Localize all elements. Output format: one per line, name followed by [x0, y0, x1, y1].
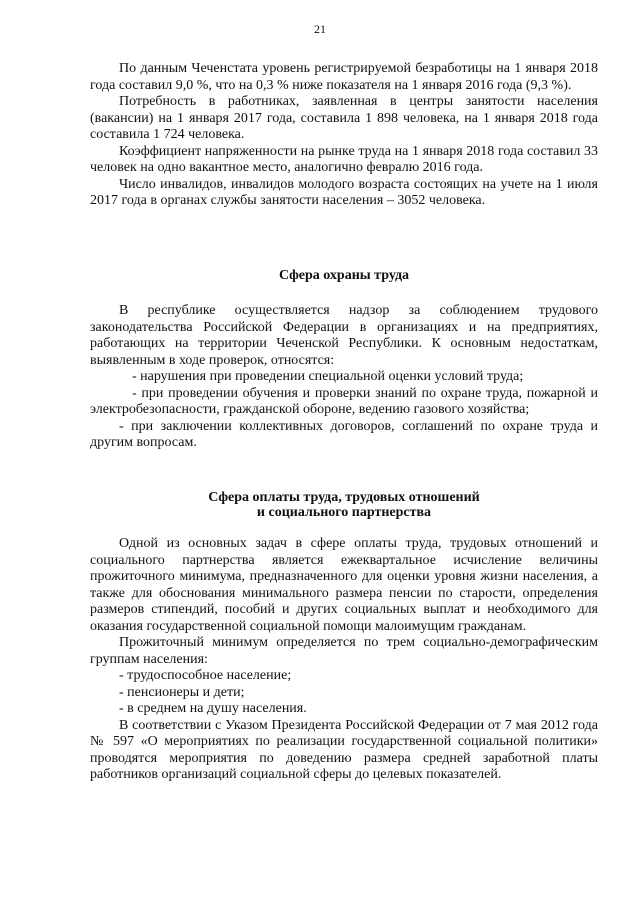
- paragraph-tension-coefficient: Коэффициент напряженности на рынке труда на 1 января 2018 года составил 33 человек на одно вакантное место, аналогично февралю 2016 года.: [90, 143, 598, 175]
- list-item: - при проведении обучения и проверки знаний по охране труда, пожарной и электробезопасности, гражданской обороне, ведению газового хозяйства;: [90, 385, 598, 417]
- page-number: 21: [314, 22, 326, 36]
- paragraph-presidential-decree: В соответствии с Указом Президента Российской Федерации от 7 мая 2012 года № 597 «О мероприятиях по реализации государственной социальной политики» проводятся мероприятия по доведению размера средней заработной платы работников организаций социальной сферы до целевых показателей.: [90, 717, 598, 782]
- paragraph-demographic-groups: Прожиточный минимум определяется по трем социально-демографическим группам населения:: [90, 635, 598, 667]
- heading-line: и социального партнерства: [256, 505, 432, 520]
- list-item: - в среднем на душу населения.: [119, 701, 307, 716]
- list-item: - трудоспособное население;: [119, 668, 292, 683]
- list-item: - пенсионеры и дети;: [119, 684, 245, 700]
- paragraph-subsistence-minimum: Одной из основных задач в сфере оплаты труда, трудовых отношений и социального партнерства является ежеквартальное исчисление величины прожиточного минимума, предназначенного для оценки уровня жизни населения, а также для обоснования минимального размера пенсии по старости, определения размеров стипендий, пособий и других социальных выплат и необходимого для оказания государственной социальной помощи малоимущим гражданам.: [90, 536, 598, 634]
- paragraph-supervision: В республике осуществляется надзор за соблюдением трудового законодательства Российской Федерации в организациях и на предприятиях, работающих на территории Чеченской Республики. К основным недостаткам, выявленным в ходе проверок, относятся:: [90, 303, 598, 368]
- paragraph-disabled-count: Число инвалидов, инвалидов молодого возраста состоящих на учете на 1 июля 2017 года в органах службы занятости населения – 3052 человека.: [90, 176, 598, 208]
- paragraph-vacancies: Потребность в работниках, заявленная в центры занятости населения (вакансии) на 1 января 2017 года, составила 1 898 человека, на 1 января 2018 года составила 1 724 человека.: [90, 94, 598, 142]
- unemployment-section: [90, 61, 598, 210]
- heading-labor-protection: Сфера охраны труда: [278, 268, 410, 283]
- paragraph-unemployment-rate: По данным Чеченстата уровень регистрируемой безработицы на 1 января 2018 года составил 9,0 %, что на 0,3 % ниже показателя на 1 января 2016 года (9,3 %).: [90, 61, 598, 93]
- list-item: - нарушения при проведении специальной оценки условий труда;: [132, 369, 524, 384]
- list-item: - при заключении коллективных договоров, соглашений по охране труда и другим вопросам.: [90, 418, 598, 450]
- labor-protection-section: [90, 303, 598, 452]
- wages-section: [90, 536, 598, 784]
- heading-wages-relations: [90, 490, 598, 520]
- heading-line: Сфера оплаты труда, трудовых отношений: [208, 490, 480, 505]
